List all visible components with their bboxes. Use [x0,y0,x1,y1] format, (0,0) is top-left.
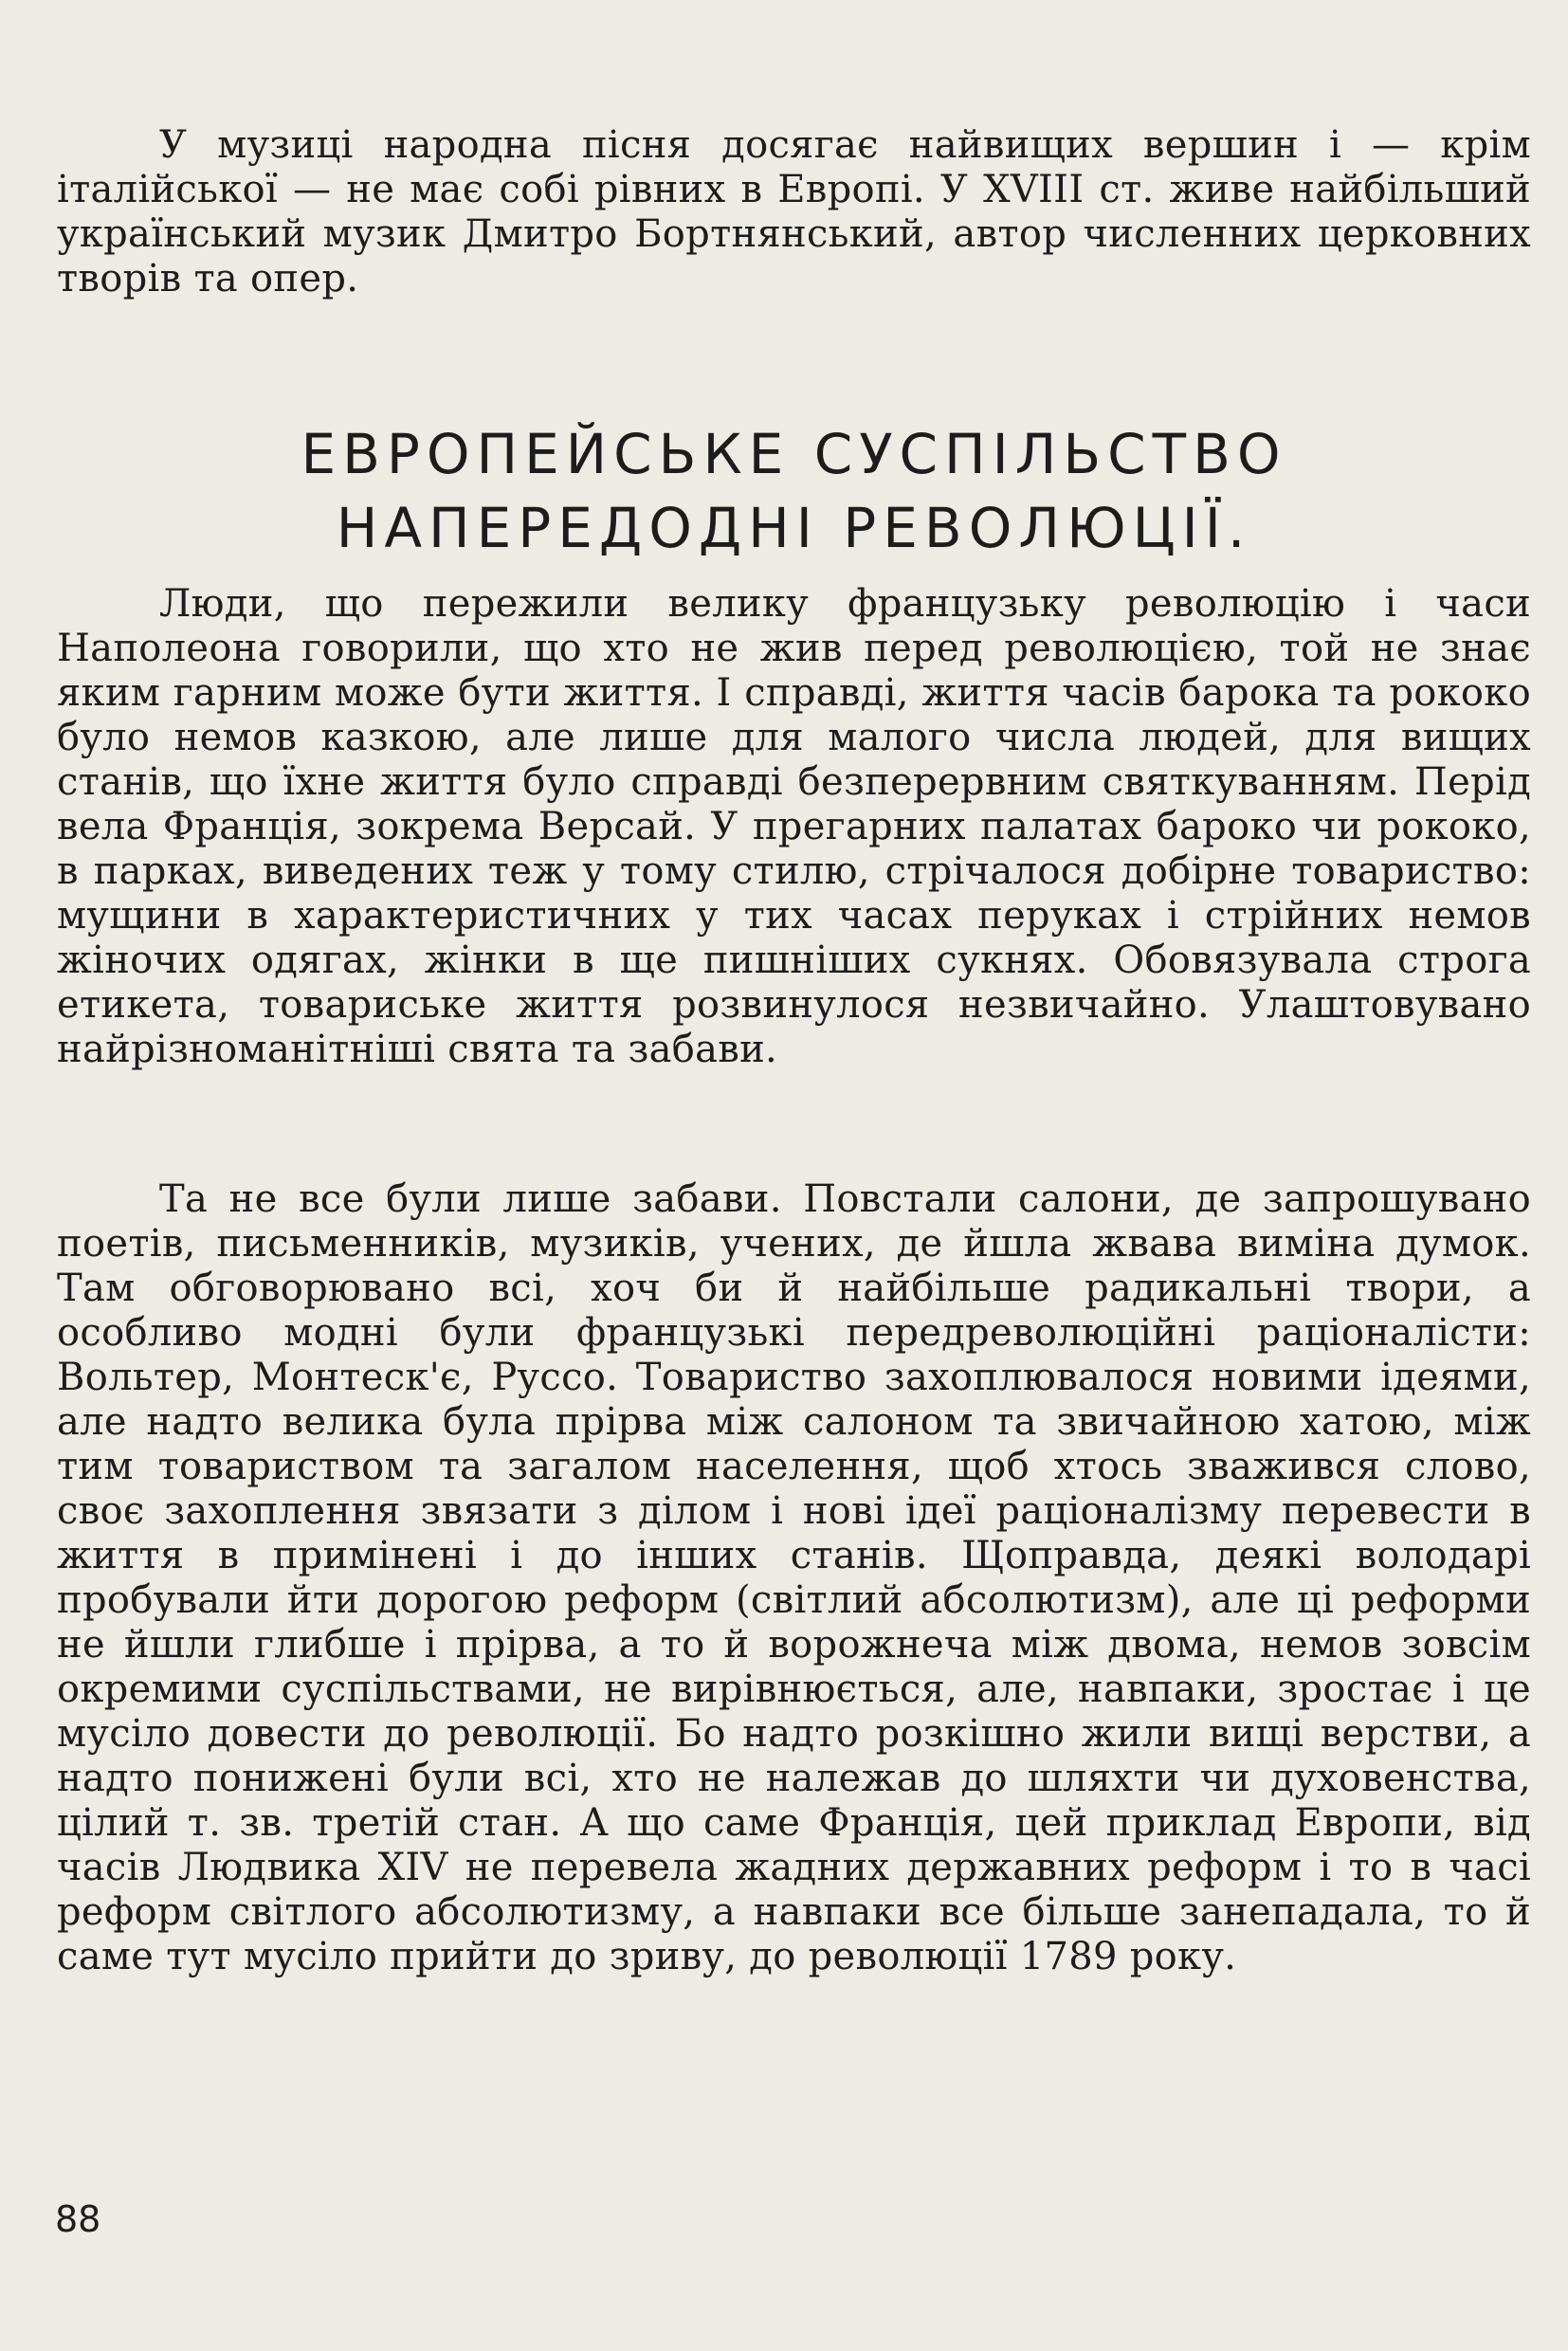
section-heading-line-2: НАПЕРЕДОДНІ РЕВОЛЮЦІЇ. [336,496,1252,560]
section-heading-line-1: ЕВРОПЕЙСЬКЕ СУСПІЛЬСТВО [301,422,1287,486]
body-paragraph-2: Та не все були лише забави. Повстали салони, де запрошувано поетів, письменників, музиків, учених, де йшла жвава виміна думок. Там обговорювано всі, хоч би й найбільше радикальні твори, а особливо модні були французькі передреволюційні раціоналісти: Вольтер, Монтеск'є, Руссо. Товариство захоплювалося новими ідеями, але надто велика була прірва між салоном та звичайною хатою, між тим товариством та загалом населення, щоб хтось зважився слово, своє захоплення звязати з ділом і нові ідеї раціоналізму перевести в життя в примінені і до інших станів. Щоправда, деякі володарі пробували йти дорогою реформ (світлий абсолютизм), але ці реформи не йшли глибше і прірва, а то й ворожнеча між двома, немов зовсім окремими суспільствами, не вирівнюється, але, навпаки, зростає і це мусіло довести до революції. Бо надто розкішно жили вищі верстви, а надто понижені були всі, хто не належав до шляхти чи духовенства, цілий т. зв. третій стан. А що саме Франція, цей приклад Европи, від часів Людвика XIV не перевела жадних державних реформ і то в часі реформ світлого абсолютизму, а навпаки все більше занепадала, то й саме тут мусіло прийти до зриву, до революції 1789 року. [57,1177,1531,1978]
intro-paragraph: У музиці народна пісня досягає найвищих вершин і — крім італійської — не має собі рівних в Европі. У XVIII ст. живе найбільший український музик Дмитро Бортнянський, автор численних церковних творів та опер. [57,123,1531,301]
page-number: 88 [55,2198,101,2240]
body-paragraph-1: Люди, що пережили велику французьку революцію і часи Наполеона говорили, що хто не жив перед революцією, той не знає яким гарним може бути життя. І справді, життя часів барока та рококо було немов казкою, але лише для малого числа людей, для вищих станів, що їхне життя було справді безперервним святкуванням. Перід вела Франція, зокрема Версай. У прегарних палатах бароко чи рококо, в парках, виведених теж у тому стилю, стрічалося добірне товариство: мущини в характеристичних у тих часах перуках і стрійних немов жіночих одягах, жінки в ще пишніших сукнях. Обовязувала строга етикета, товариське життя розвинулося незвичайно. Улаштовувано найрізноманітніші свята та забави. [57,582,1531,1071]
section-heading [57,417,1531,565]
